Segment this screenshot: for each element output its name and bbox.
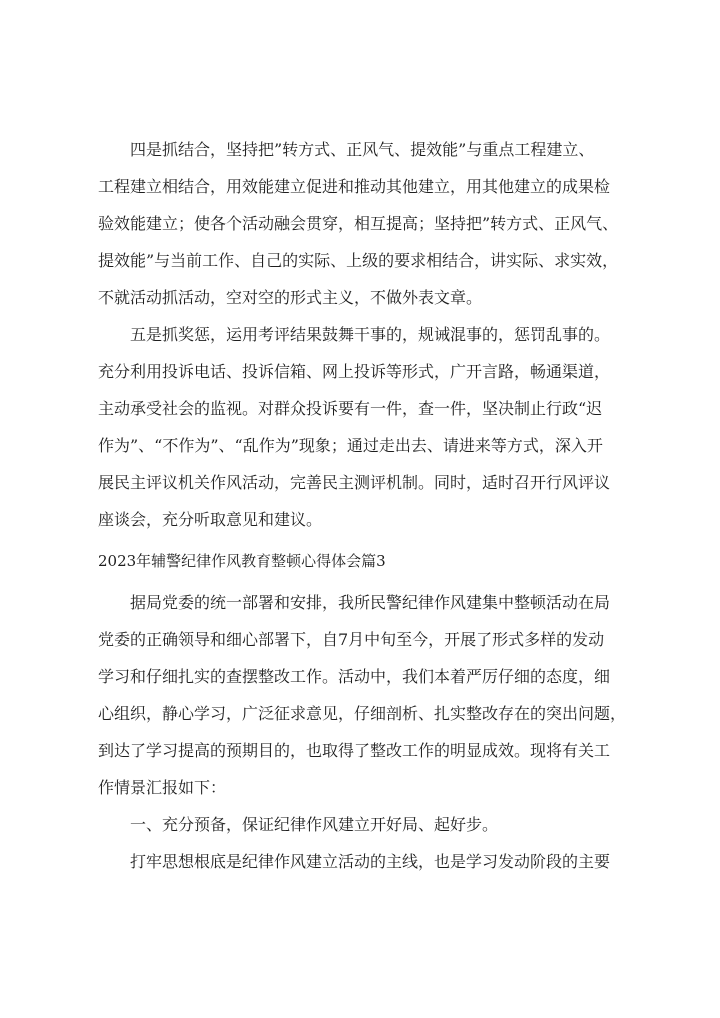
paragraph-line: 党委的正确领导和细心部署下，自7月中旬至今，开展了形式多样的发动 — [98, 630, 605, 649]
paragraph-line: 验效能建立；使各个活动融会贯穿，相互提高；坚持把”转方式、正风气、 — [98, 214, 619, 233]
paragraph-line: 主动承受社会的监视。对群众投诉要有一件，查一件，坚决制止行政“迟 — [98, 399, 603, 418]
paragraph-line: 提效能”与当前工作、自己的实际、上级的要求相结合，讲实际、求实效， — [98, 251, 619, 270]
paragraph-line: 五是抓奖惩，运用考评结果鼓舞干事的，规诫混事的，惩罚乱事的。 — [130, 325, 611, 344]
paragraph-line: 充分利用投诉电话、投诉信箱、网上投诉等形式，广开言路，畅通渠道， — [98, 362, 611, 381]
paragraph-line: 座谈会，充分听取意见和建议。 — [98, 510, 323, 529]
paragraph-line: 不就活动抓活动，空对空的形式主义，不做外表文章。 — [98, 288, 483, 307]
paragraph-line: 工程建立相结合，用效能建立促进和推动其他建立，用其他建立的成果检 — [98, 177, 611, 196]
section-heading: 2023年辅警纪律作风教育整顿心得体会篇3 — [98, 552, 386, 570]
paragraph-line: 到达了学习提高的预期目的，也取得了整改工作的明显成效。现将有关工 — [98, 741, 611, 760]
paragraph-line: 心组织，静心学习，广泛征求意见，仔细剖析、扎实整改存在的突出问题， — [98, 704, 627, 723]
paragraph-line: 学习和仔细扎实的查摆整改工作。活动中，我们本着严厉仔细的态度，细 — [98, 667, 611, 686]
paragraph-line: 打牢思想根底是纪律作风建立活动的主线，也是学习发动阶段的主要 — [130, 852, 611, 871]
paragraph-line: 据局党委的统一部署和安排，我所民警纪律作风建集中整顿活动在局 — [130, 593, 611, 612]
paragraph-line: 一、充分预备，保证纪律作风建立开好局、起好步。 — [130, 815, 499, 834]
paragraph-line: 四是抓结合，坚持把”转方式、正风气、提效能”与重点工程建立、 — [130, 140, 595, 159]
paragraph-line: 展民主评议机关作风活动，完善民主测评机制。同时，适时召开行风评议 — [98, 473, 611, 492]
paragraph-line: 作为”、“不作为”、“乱作为”现象；通过走出去、请进来等方式，深入开 — [98, 436, 603, 455]
paragraph-line: 作情景汇报如下： — [98, 778, 227, 797]
